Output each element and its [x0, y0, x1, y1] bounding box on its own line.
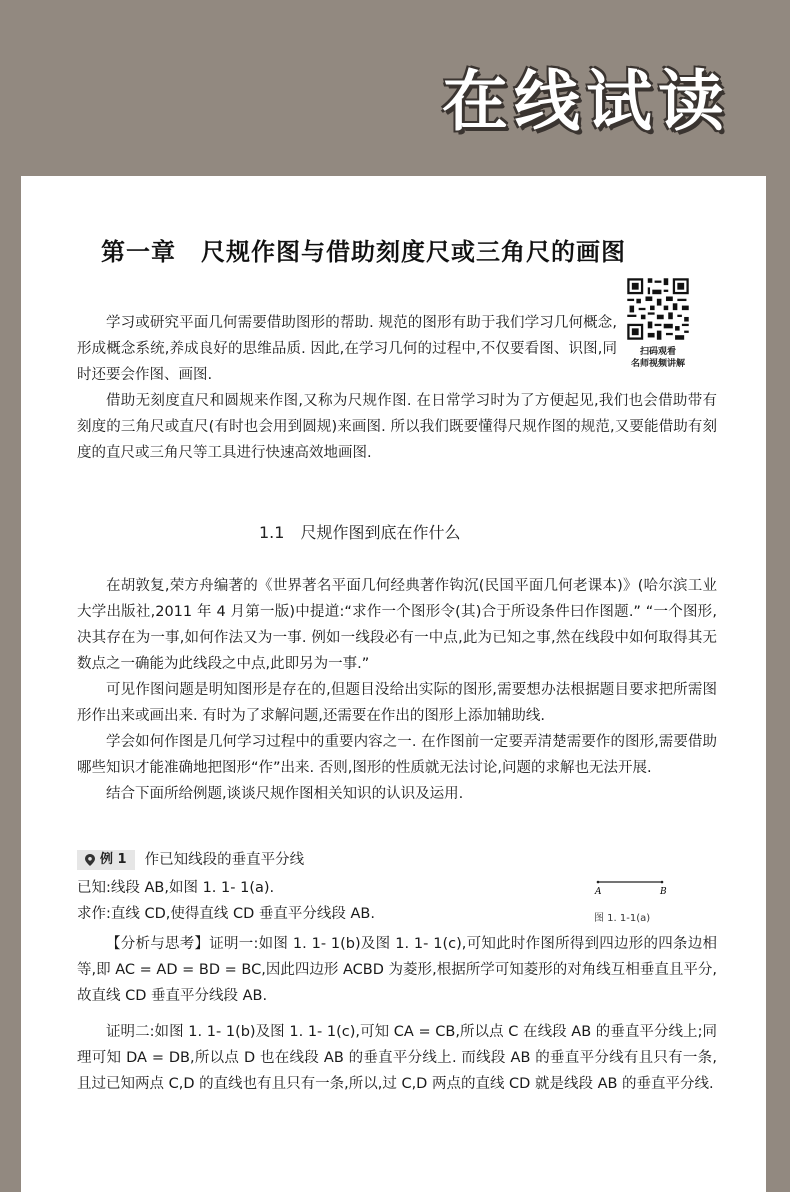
- analysis-paragraph-1: [77, 931, 717, 1009]
- body-paragraph-3: 学会如何作图是几何学习过程中的重要内容之一. 在作图前一定要弄清楚需要作的图形,需要借助哪些知识才能准确地把图形“作”出来. 否则,图形的性质就无法讨论,问题的求解也无法开展.: [77, 734, 717, 776]
- qr-caption-line1: 扫码观看: [639, 347, 676, 357]
- example-heading: [77, 849, 717, 871]
- intro-block-2: [77, 388, 717, 466]
- figure-1-1-1a: [582, 876, 692, 924]
- qr-caption-line2: 名师视频讲解: [630, 359, 685, 369]
- figure-caption: 图 1. 1-1(a): [594, 913, 651, 924]
- example-todo: 求作:直线 CD,使得直线 CD 垂直平分线段 AB.: [77, 906, 375, 922]
- example-given: 已知:线段 AB,如图 1. 1- 1(a).: [77, 880, 275, 896]
- location-pin-icon: [85, 854, 95, 866]
- analysis-block-2: [77, 1019, 717, 1097]
- qr-code-block: [618, 276, 698, 370]
- chapter-title: 第一章 尺规作图与借助刻度尺或三角尺的画图: [101, 237, 626, 266]
- analysis-proof-1: 证明一:如图 1. 1- 1(b)及图 1. 1- 1(c),可知此时作图所得到四边形的四条边相等,即 AC = AD = BD = BC,因此四边形 ACBD 为菱形,根据所学可知菱形的对角线互相垂直且平分,故直线 CD 垂直平分线段 AB.: [77, 936, 717, 1004]
- point-b-label: B: [660, 887, 667, 897]
- qr-code-icon: [625, 276, 691, 342]
- analysis-label: 【分析与思考】: [106, 936, 210, 952]
- analysis-paragraph-2: 证明二:如图 1. 1- 1(b)及图 1. 1- 1(c),可知 CA = CB,所以点 C 在线段 AB 的垂直平分线上;同理可知 DA = DB,所以点 D 也在线段 AB 的垂直平分线上. 而线段 AB 的垂直平分线有且只有一条,且过已知两点 C,D 的直线也有且只有一条,所以,过 C,D 两点的直线 CD 就是线段 AB 的垂直平分线.: [77, 1024, 718, 1092]
- intro-paragraph-1: 学习或研究平面几何需要借助图形的帮助. 规范的图形有助于我们学习几何概念,形成概念系统,养成良好的思维品质. 因此,在学习几何的过程中,不仅要看图、识图,同时还要会作图、画图.: [77, 315, 617, 383]
- body-paragraph-2: 可见作图问题是明知图形是存在的,但题目没给出实际的图形,需要想办法根据题目要求把所需图形作出来或画出来. 有时为了求解问题,还需要在作出的图形上添加辅助线.: [77, 682, 717, 724]
- analysis-block: [77, 931, 717, 1009]
- intro-block: [77, 310, 617, 388]
- banner-title: 在线试读: [442, 63, 730, 140]
- section-title: 1.1 尺规作图到底在作什么: [259, 523, 461, 542]
- example-tag: [77, 850, 135, 870]
- body-block: [77, 573, 717, 807]
- segment-ab-figure: [582, 876, 692, 904]
- body-paragraph-1: 在胡敦复,荣方舟编著的《世界著名平面几何经典著作钩沉(民国平面几何老课本)》(哈尔滨工业大学出版社,2011 年 4 月第一版)中提道:“求作一个图形令(其)合于所设条件曰作图题.” “一个图形,决其存在为一事,如何作法又为一事. 例如一线段必有一中点,此为已知之事,然在线段中如何取得其无数点之一确能为此线段之中点,此即另为一事.”: [77, 578, 717, 672]
- example-title: 作已知线段的垂直平分线: [144, 852, 305, 868]
- page-sheet: [21, 176, 766, 1192]
- point-a-label: A: [595, 887, 602, 897]
- intro-paragraph-2: 借助无刻度直尺和圆规来作图,又称为尺规作图. 在日常学习时为了方便起见,我们也会借助带有刻度的三角尺或直尺(有时也会用到圆规)来画图. 所以我们既要懂得尺规作图的规范,又要能借助有刻度的直尺或三角尺等工具进行快速高效地画图.: [77, 393, 717, 461]
- example-tag-label: 例 1: [100, 852, 127, 867]
- body-paragraph-4: 结合下面所给例题,谈谈尺规作图相关知识的认识及运用.: [106, 786, 464, 802]
